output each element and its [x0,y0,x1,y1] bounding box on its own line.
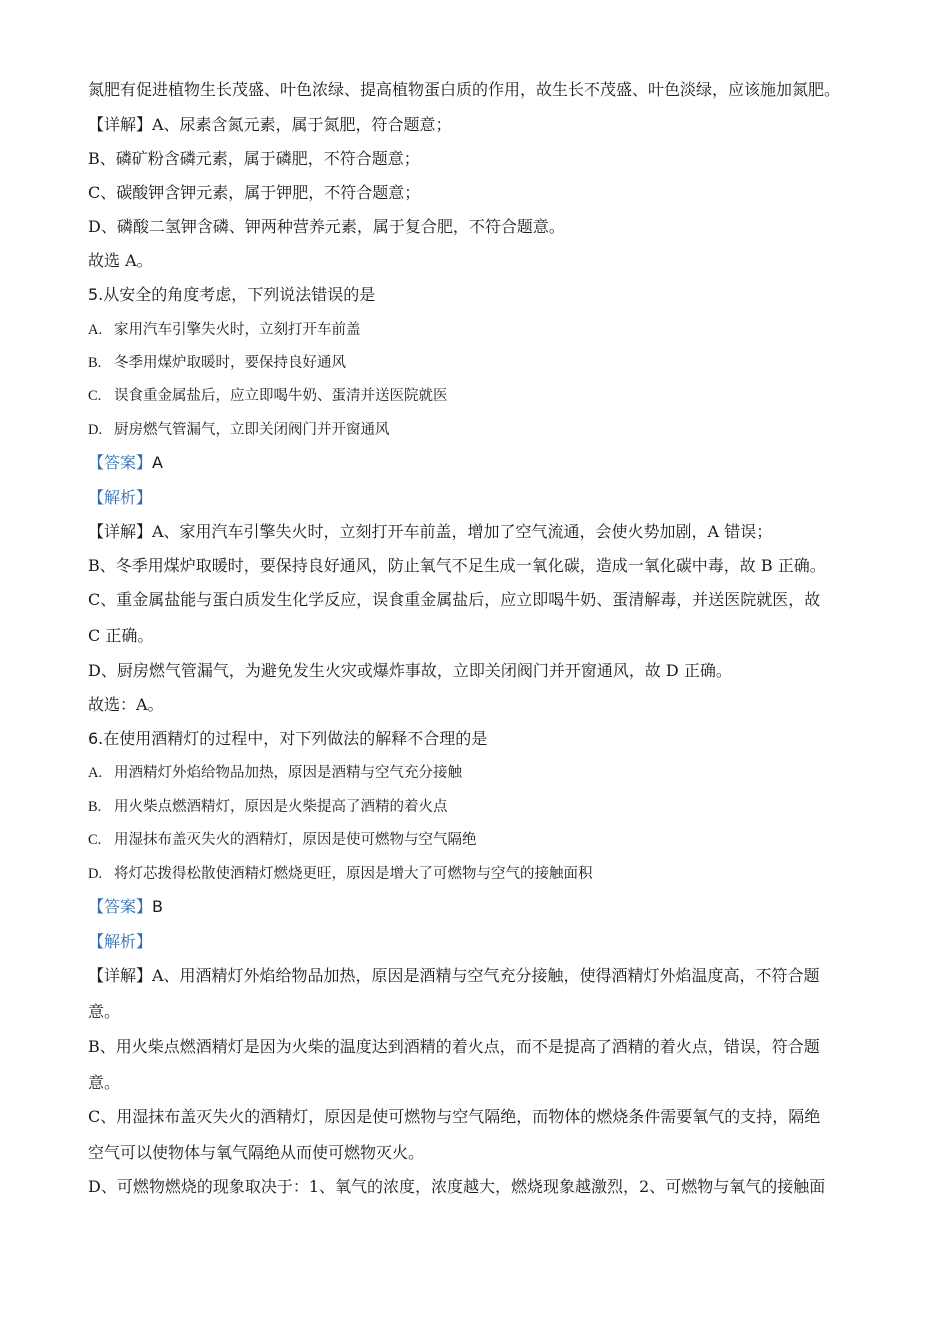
option-letter: C. [88,388,102,404]
q6-detail-c2: 空气可以使物体与氧气隔绝从而使可燃物灭火。 [88,1143,425,1162]
q6-option-d [88,864,593,884]
q6-detail-a2: 意。 [88,1002,121,1021]
q6-number: 6. [88,729,104,748]
option-letter: B. [88,799,102,815]
option-text: 用酒精灯外焰给物品加热，原因是酒精与空气充分接触 [114,765,462,781]
q5-option-b [88,353,346,373]
q5-stem [88,285,375,305]
q5-option-a [88,320,361,340]
q5-answer [88,453,163,473]
option-text: 家用汽车引擎失火时，立刻打开车前盖 [114,322,361,338]
option-letter: D. [88,422,103,438]
q5-stem-text: 从安全的角度考虑，下列说法错误的是 [103,285,376,304]
q6-stem [88,729,487,749]
q6-detail-a1: 【详解】A、用酒精灯外焰给物品加热，原因是酒精与空气充分接触，使得酒精灯外焰温度高，不符合题 [88,966,820,985]
q6-option-c [88,830,477,850]
q5-option-c [88,386,448,406]
option-text: 用湿抹布盖灭失火的酒精灯，原因是使可燃物与空气隔绝 [114,832,477,848]
q5-detail-c1: C、重金属盐能与蛋白质发生化学反应，误食重金属盐后，应立即喝牛奶、蛋清解毒，并送医院就医，故 [88,590,821,609]
q4-detail-b: B、磷矿粉含磷元素，属于磷肥，不符合题意； [88,149,420,168]
q4-choice: 故选 A。 [88,251,153,270]
q4-detail-a: 【详解】A、尿素含氮元素，属于氮肥，符合题意； [88,115,452,134]
option-text: 误食重金属盐后，应立即喝牛奶、蛋清并送医院就医 [114,388,448,404]
option-text: 冬季用煤炉取暖时，要保持良好通风 [114,355,346,371]
answer-value: B [152,897,163,916]
q6-detail-b2: 意。 [88,1073,121,1092]
answer-value: A [152,453,163,472]
option-letter: D. [88,866,103,882]
q6-analysis-label: 【解析】 [88,932,153,951]
q5-number: 5. [88,285,104,304]
q6-option-b [88,797,448,817]
option-letter: A. [88,765,103,781]
q5-detail-b: B、冬季用煤炉取暖时，要保持良好通风，防止氧气不足生成一氧化碳，造成一氧化碳中毒，故 B 正确。 [88,556,826,575]
q5-detail-a: 【详解】A、家用汽车引擎失火时，立刻打开车前盖，增加了空气流通，会使火势加剧，A 错误； [88,522,773,541]
q5-choice: 故选：A。 [88,695,164,714]
q5-detail-d: D、厨房燃气管漏气，为避免发生火灾或爆炸事故，立即关闭阀门并开窗通风，故 D 正确。 [88,661,732,680]
q5-option-d [88,420,390,440]
q6-answer [88,897,163,917]
q6-option-a [88,763,462,783]
q6-detail-b1: B、用火柴点燃酒精灯是因为火柴的温度达到酒精的着火点，而不是提高了酒精的着火点，错误，符合题 [88,1037,820,1056]
q6-stem-text: 在使用酒精灯的过程中，对下列做法的解释不合理的是 [103,729,488,748]
option-letter: B. [88,355,102,371]
q5-detail-c2: C 正确。 [88,626,154,645]
q5-analysis-label: 【解析】 [88,488,153,507]
q6-detail-d1: D、可燃物燃烧的现象取决于：1、氧气的浓度，浓度越大，燃烧现象越激烈，2、可燃物与氧气的接触面 [88,1177,826,1196]
option-letter: A. [88,322,103,338]
option-text: 用火柴点燃酒精灯，原因是火柴提高了酒精的着火点 [114,799,448,815]
option-text: 厨房燃气管漏气，立即关闭阀门并开窗通风 [114,422,390,438]
answer-label: 【答案】 [88,897,153,916]
answer-label: 【答案】 [88,453,153,472]
q4-detail-c: C、碳酸钾含钾元素，属于钾肥，不符合题意； [88,183,421,202]
q6-detail-c1: C、用湿抹布盖灭失火的酒精灯，原因是使可燃物与空气隔绝，而物体的燃烧条件需要氧气的支持，隔绝 [88,1107,821,1126]
q4-detail-d: D、磷酸二氢钾含磷、钾两种营养元素，属于复合肥，不符合题意。 [88,217,565,236]
option-text: 将灯芯拨得松散使酒精灯燃烧更旺，原因是增大了可燃物与空气的接触面积 [114,866,593,882]
intro-text: 氮肥有促进植物生长茂盛、叶色浓绿、提高植物蛋白质的作用，故生长不茂盛、叶色淡绿，应该施加氮肥。 [88,80,841,99]
option-letter: C. [88,832,102,848]
